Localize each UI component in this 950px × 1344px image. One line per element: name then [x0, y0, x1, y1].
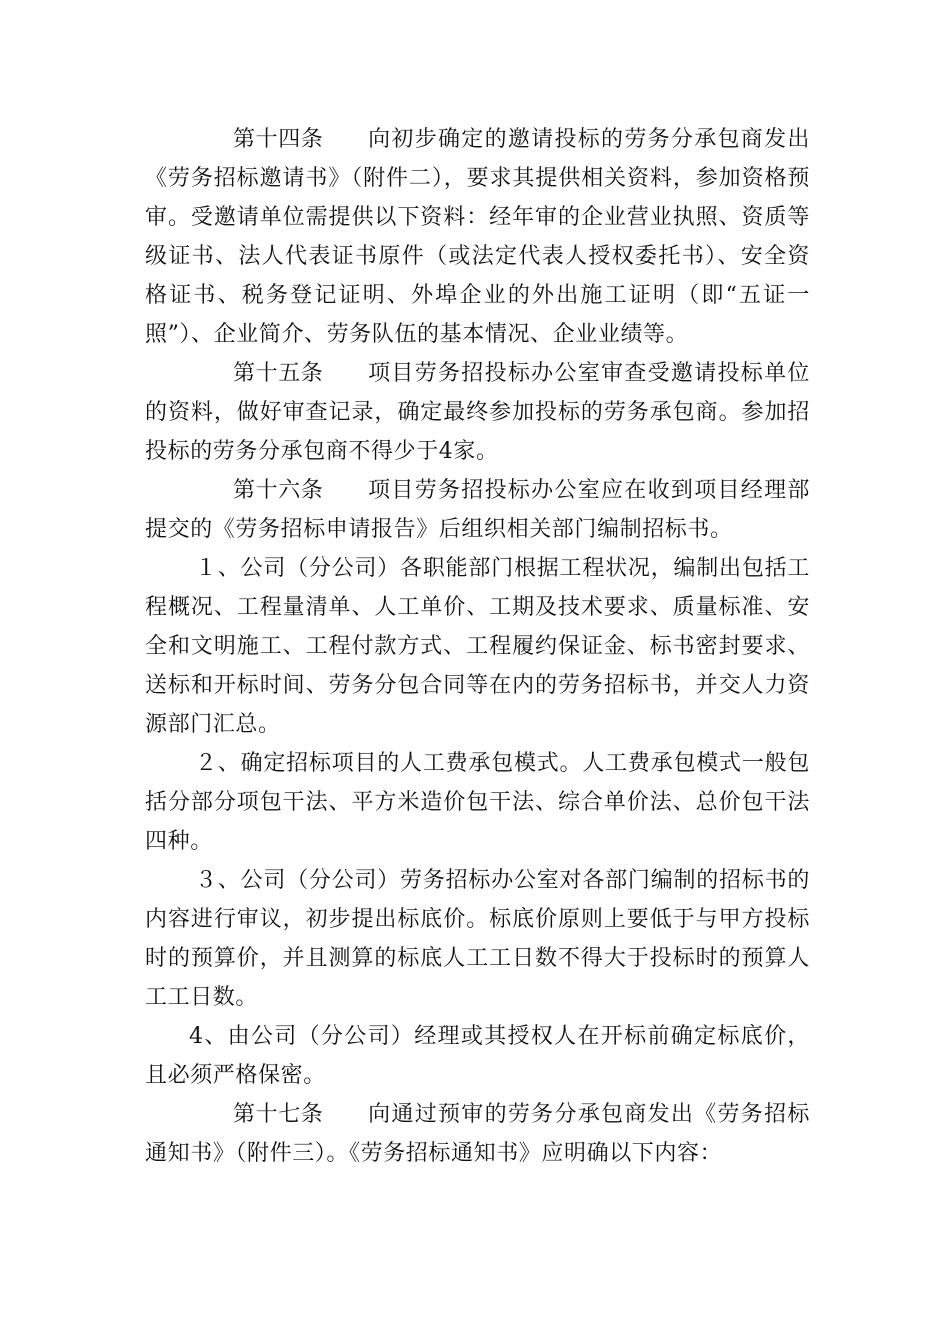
article-14 — [145, 120, 810, 354]
article-17-heading: 第十七条 — [233, 1102, 324, 1127]
article-16-heading: 第十六条 — [233, 478, 324, 503]
article-16-item-4 — [145, 1017, 810, 1095]
article-16-item-1 — [145, 549, 810, 744]
article-17-text: 向通过预审的劳务分承包商发出《劳务招标通知书》（附件三）。《劳务招标通知书》应明确以下内容： — [145, 1102, 810, 1166]
document-body — [145, 120, 810, 1173]
article-17 — [145, 1095, 810, 1173]
article-16 — [145, 471, 810, 549]
article-15 — [145, 354, 810, 471]
article-15-heading: 第十五条 — [233, 361, 324, 386]
item-1-text: １、公司（分公司）各职能部门根据工程状况，编制出包括工程概况、工程量清单、人工单价、工期及技术要求、质量标准、安全和文明施工、工程付款方式、工程履约保证金、标书密封要求、送标和开标时间、劳务分包合同等在内的劳务招标书，并交人力资源部门汇总。 — [145, 556, 810, 737]
item-2-text: ２、确定招标项目的人工费承包模式。人工费承包模式一般包括分部分项包干法、平方米造价包干法、综合单价法、总价包干法四种。 — [145, 751, 810, 854]
article-16-item-3 — [145, 861, 810, 1017]
item-3-text: ３、公司（分公司）劳务招标办公室对各部门编制的招标书的内容进行审议，初步提出标底价。标底价原则上要低于与甲方投标时的预算价，并且测算的标底人工工日数不得大于投标时的预算人工工日数。 — [145, 868, 810, 1010]
article-16-text: 项目劳务招投标办公室应在收到项目经理部提交的《劳务招标申请报告》后组织相关部门编制招标书。 — [145, 478, 810, 542]
article-15-text: 项目劳务招投标办公室审查受邀请投标单位的资料，做好审查记录，确定最终参加投标的劳务承包商。参加招投标的劳务分承包商不得少于4家。 — [145, 361, 810, 464]
item-4-text: 4、由公司（分公司）经理或其授权人在开标前确定标底价，且必须严格保密。 — [145, 1024, 810, 1088]
article-16-item-2 — [145, 744, 810, 861]
article-14-heading: 第十四条 — [233, 127, 324, 152]
article-14-text: 向初步确定的邀请投标的劳务分承包商发出《劳务招标邀请书》（附件二），要求其提供相关资料，参加资格预审。受邀请单位需提供以下资料：经年审的企业营业执照、资质等级证书、法人代表证书原件（或法定代表人授权委托书）、安全资格证书、税务登记证明、外埠企业的外出施工证明（即“五证一照”）、企业简介、劳务队伍的基本情况、企业业绩等。 — [145, 127, 810, 347]
